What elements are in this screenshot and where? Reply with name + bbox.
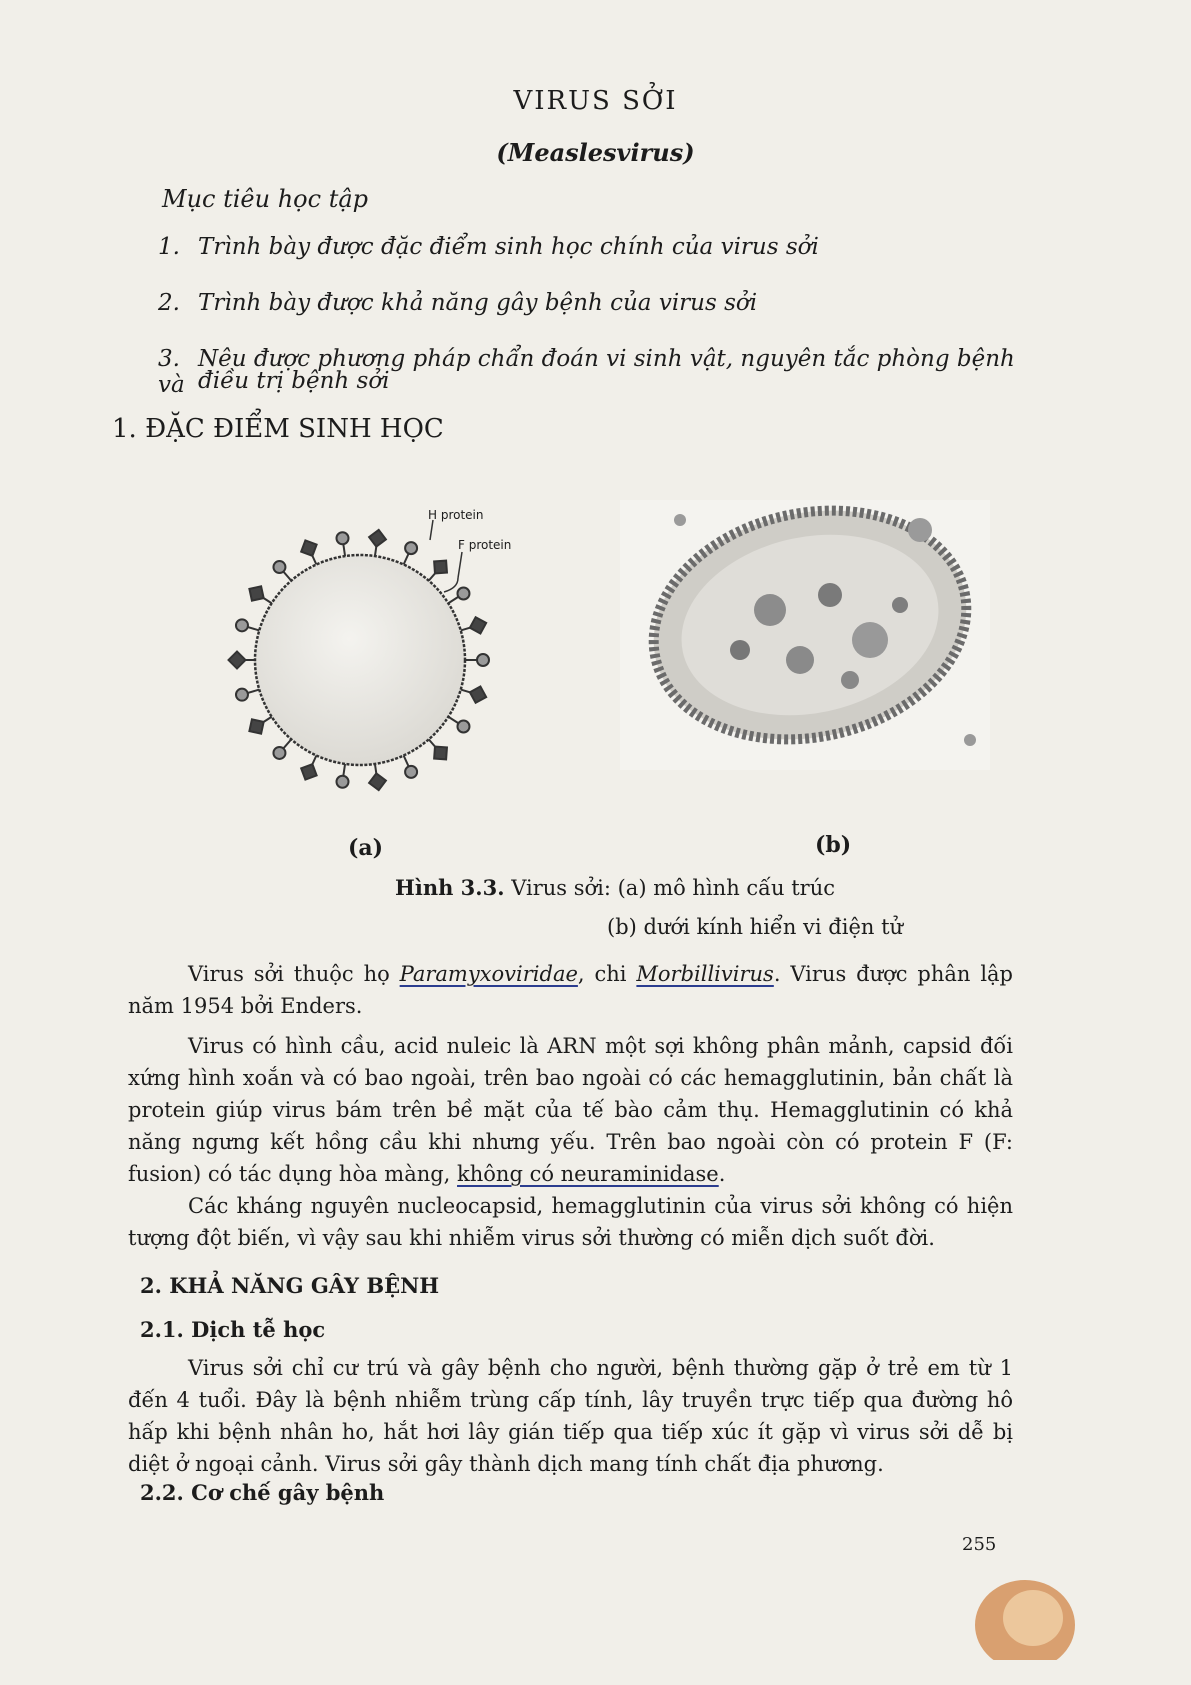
h-protein-label: H protein	[428, 508, 484, 522]
section-title: KHẢ NĂNG GÂY BỆNH	[169, 1273, 440, 1298]
h-protein-spike-head	[369, 530, 386, 547]
paragraph-text: Virus có hình cầu, acid nuleic là ARN một sợi không phân mảnh, capsid đối xứng hình xoắn và có bao ngoài, trên bao ngoài có các hemagglutinin, bản chất là protein giúp virus bám trên bề mặt của tế bào cảm thụ. Hemagglutinin có khả năng ngưng kết hồng cầu khi nhưng yếu. Trên bao ngoài còn có protein F (F: fusion) có tác dụng hòa màng,	[128, 1034, 1013, 1186]
objective-text: Trình bày được khả năng gây bệnh của virus sởi	[198, 290, 758, 316]
figure-panel-a-label: (a)	[348, 835, 384, 861]
objective-item	[158, 234, 1018, 260]
paragraph-antigens	[128, 1190, 1013, 1254]
objective-number: 2.	[158, 290, 180, 316]
figure-caption-line2: (b) dưới kính hiển vi điện tử	[607, 915, 904, 939]
section-title: ĐẶC ĐIỂM SINH HỌC	[145, 414, 444, 444]
objective-item-continued: điều trị bệnh sởi	[198, 368, 390, 394]
section-heading	[140, 1273, 439, 1298]
paragraph-structure	[128, 1030, 1013, 1190]
h-protein-spike-head	[249, 586, 263, 600]
paragraph-epidemiology	[128, 1352, 1013, 1480]
section-number: 1.	[112, 414, 137, 444]
f-protein-label: F protein	[458, 538, 512, 552]
f-protein-spike-head	[477, 654, 489, 666]
figure-caption-line1	[395, 875, 835, 900]
objective-text: Nêu được phương pháp chẩn đoán vi sinh vật, nguyên tắc phòng bệnh và	[158, 346, 1015, 398]
paragraph-text: , chi	[577, 962, 637, 986]
paragraph-classification	[128, 958, 1013, 1022]
thumb-shadow	[955, 1560, 1075, 1660]
f-protein-spike-head	[457, 720, 469, 732]
electron-micrograph	[620, 500, 990, 770]
f-protein-spike-head	[273, 561, 285, 573]
h-protein-spike-head	[470, 617, 486, 633]
subsection-heading-pathogenesis: 2.2. Cơ chế gây bệnh	[140, 1480, 385, 1505]
f-protein-spike-head	[405, 542, 417, 554]
paragraph-text: Virus sởi chỉ cư trú và gây bệnh cho người, bệnh thường gặp ở trẻ em từ 1 đến 4 tuổi. Đây là bệnh nhiễm trùng cấp tính, lây truyền trực tiếp qua đường hô hấp khi bệnh nhân ho, hắt hơi lây gián tiếp qua tiếp xúc ít gặp vì virus sởi dễ bị diệt ở ngoại cảnh. Virus sởi gây thành dịch mang tính chất địa phương.	[128, 1356, 1013, 1476]
f-protein-spike-head	[457, 588, 469, 600]
h-protein-spike-head	[301, 540, 316, 555]
paragraph-text: Các kháng nguyên nucleocapsid, hemagglutinin của virus sởi không có hiện tượng đột biến, vì vậy sau khi nhiễm virus sởi thường có miễn dịch suốt đời.	[128, 1194, 1013, 1250]
h-protein-spike-head	[249, 719, 263, 733]
subsection-heading-epidemiology: 2.1. Dịch tễ học	[140, 1317, 326, 1342]
h-protein-spike-head	[229, 652, 246, 669]
h-protein-spike-head	[470, 687, 486, 703]
f-protein-spike-head	[236, 689, 248, 701]
figure-caption-text: Virus sởi: (a) mô hình cấu trúc	[511, 876, 835, 900]
h-protein-spike-head	[434, 747, 447, 760]
h-protein-spike-head	[301, 764, 316, 779]
section-heading	[112, 414, 444, 444]
objective-number: 1.	[158, 234, 180, 260]
f-protein-spike-head	[336, 776, 348, 788]
page-subtitle: (Measlesvirus)	[496, 138, 695, 167]
section-number: 2.	[140, 1273, 162, 1298]
paragraph-text: .	[718, 1162, 726, 1186]
f-protein-spike-head	[405, 766, 417, 778]
family-name: Paramyxoviridae	[399, 962, 578, 986]
genus-name: Morbillivirus	[636, 962, 774, 986]
paragraph-text: Virus sởi thuộc họ	[188, 962, 400, 986]
figure-caption-label: Hình 3.3.	[395, 875, 505, 900]
underlined-phrase: không có neuraminidase	[457, 1162, 719, 1186]
paragraph-text: . Virus được phân lập năm 1954 bởi Enders.	[128, 962, 1013, 1018]
objective-item	[158, 290, 1018, 316]
objective-text: Trình bày được đặc điểm sinh học chính của virus sởi	[198, 234, 819, 260]
page-number: 255	[962, 1534, 997, 1555]
f-protein-spike-head	[236, 619, 248, 631]
h-protein-spike-head	[369, 773, 386, 790]
figure-panel-b-label: (b)	[815, 832, 852, 858]
f-protein-spike-head	[273, 747, 285, 759]
objectives-heading: Mục tiêu học tập	[162, 185, 369, 213]
h-protein-spike-head	[434, 561, 447, 574]
page-title: VIRUS SỞI	[513, 86, 678, 116]
objective-number: 3.	[158, 346, 180, 372]
f-protein-spike-head	[336, 532, 348, 544]
